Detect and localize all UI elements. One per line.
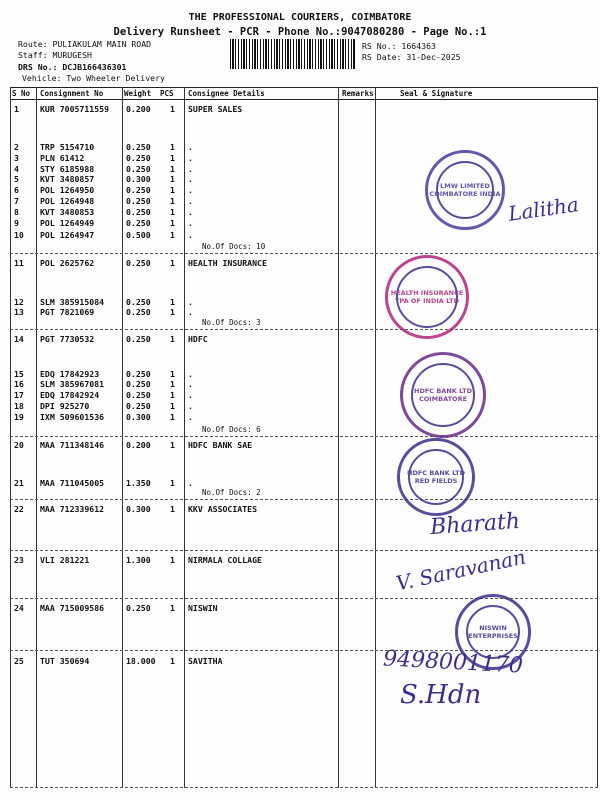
vehicle: Vehicle: Two Wheeler Delivery [22, 73, 165, 83]
cell-sno: 15 [14, 369, 24, 379]
cell-cn: KVT 3480857 [40, 174, 95, 184]
cell-cn: POL 1264947 [40, 230, 95, 240]
cell-sno: 4 [14, 164, 19, 174]
cell-wt: 0.250 [126, 196, 151, 206]
cell-wt: 0.250 [126, 369, 151, 379]
seal-text: HDFC BANK LTD RED FIELDS [407, 469, 465, 485]
cell-wt: 0.250 [126, 185, 151, 195]
cell-sno: 12 [14, 297, 24, 307]
cell-pcs: 1 [170, 153, 175, 163]
cell-cn: POL 2625762 [40, 258, 95, 268]
cell-cn: PLN 61412 [40, 153, 85, 163]
cell-sno: 21 [14, 478, 24, 488]
cell-pcs: 1 [170, 230, 175, 240]
savitha-phone: 9498001170 [382, 646, 524, 679]
cell-sno: 17 [14, 390, 24, 400]
cell-wt: 0.250 [126, 603, 151, 613]
rs-no: RS No.: 1664363 [362, 41, 436, 51]
lmw-signature: Lalitha [506, 192, 581, 226]
route: Route: PULIAKULAM MAIN ROAD [18, 39, 152, 49]
cell-cn: MAA 711045005 [40, 478, 105, 488]
nirmala-signature: V. Saravanan [393, 544, 528, 596]
cell-sno: 11 [14, 258, 24, 268]
col-pcs: PCS [160, 89, 174, 98]
cell-wt: 0.200 [126, 104, 151, 114]
cell-cn: VLI 281221 [40, 555, 90, 565]
rs-date: RS Date: 31-Dec-2025 [362, 52, 461, 62]
cell-pcs: 1 [170, 334, 175, 344]
savitha-signature: S.Hdn [400, 680, 482, 710]
cell-wt: 0.500 [126, 230, 151, 240]
cell-det: . [188, 390, 193, 400]
cell-wt: 0.250 [126, 401, 151, 411]
cell-wt: 0.300 [126, 504, 151, 514]
cell-pcs: 1 [170, 218, 175, 228]
cell-cn: MAA 712339612 [40, 504, 105, 514]
cell-wt: 0.200 [126, 440, 151, 450]
cell-wt: 1.350 [126, 478, 151, 488]
cell-wt: 0.300 [126, 412, 151, 422]
table-left-border [10, 87, 11, 788]
cell-det: SUPER SALES [188, 104, 243, 114]
doc-count: No.Of Docs: 10 [202, 242, 266, 251]
cell-sno: 25 [14, 656, 24, 666]
lmw-seal [425, 150, 505, 230]
cell-pcs: 1 [170, 401, 175, 411]
seal-text: HDFC BANK LTD COIMBATORE [414, 387, 472, 403]
cell-wt: 0.250 [126, 164, 151, 174]
col-divider [184, 87, 185, 788]
cell-det: . [188, 142, 193, 152]
table-right-border [597, 87, 598, 788]
group-separator [10, 329, 598, 330]
col-divider [338, 87, 339, 788]
col-divider [122, 87, 123, 788]
cell-pcs: 1 [170, 307, 175, 317]
col-seal: Seal & Signature [400, 89, 473, 98]
seal-text: NISWIN ENTERPRISES [468, 624, 518, 640]
cell-pcs: 1 [170, 440, 175, 450]
cell-pcs: 1 [170, 504, 175, 514]
cell-pcs: 1 [170, 390, 175, 400]
cell-wt: 0.300 [126, 174, 151, 184]
cell-det: HEALTH INSURANCE [188, 258, 267, 268]
cell-pcs: 1 [170, 196, 175, 206]
cell-det: KKV ASSOCIATES [188, 504, 258, 514]
cell-sno: 18 [14, 401, 24, 411]
health-insurance-seal [385, 255, 469, 339]
cell-det: NISWIN [188, 603, 218, 613]
cell-sno: 22 [14, 504, 24, 514]
cell-pcs: 1 [170, 164, 175, 174]
cell-pcs: 1 [170, 142, 175, 152]
kkv-signature: Bharath [429, 508, 521, 541]
cell-cn: MAA 711348146 [40, 440, 105, 450]
cell-pcs: 1 [170, 297, 175, 307]
cell-sno: 23 [14, 555, 24, 565]
cell-det: . [188, 153, 193, 163]
cell-cn: EDQ 17842924 [40, 390, 100, 400]
cell-det: HDFC BANK SAE [188, 440, 253, 450]
cell-sno: 19 [14, 412, 24, 422]
col-details: Consignee Details [188, 89, 265, 98]
cell-wt: 0.250 [126, 258, 151, 268]
cell-sno: 24 [14, 603, 24, 613]
cell-det: . [188, 174, 193, 184]
drs-no: DRS No.: DCJB166436301 [18, 62, 127, 72]
cell-wt: 0.250 [126, 334, 151, 344]
cell-wt: 1.300 [126, 555, 151, 565]
doc-count: No.Of Docs: 6 [202, 425, 261, 434]
cell-sno: 7 [14, 196, 19, 206]
cell-sno: 5 [14, 174, 19, 184]
col-weight: Weight [124, 89, 152, 98]
table-bottom-border [10, 787, 598, 788]
cell-sno: 14 [14, 334, 24, 344]
col-sno: S No [12, 89, 31, 98]
doc-count: No.Of Docs: 2 [202, 488, 261, 497]
cell-wt: 0.250 [126, 307, 151, 317]
cell-wt: 0.250 [126, 153, 151, 163]
cell-pcs: 1 [170, 258, 175, 268]
cell-pcs: 1 [170, 104, 175, 114]
cell-sno: 6 [14, 185, 19, 195]
cell-sno: 20 [14, 440, 24, 450]
group-separator [10, 499, 598, 500]
doc-count: No.Of Docs: 3 [202, 318, 261, 327]
hdfc-red-fields-seal [397, 438, 475, 516]
cell-det: . [188, 207, 193, 217]
cell-det: . [188, 369, 193, 379]
hdfc-seal [400, 352, 486, 438]
cell-wt: 0.250 [126, 142, 151, 152]
cell-pcs: 1 [170, 379, 175, 389]
cell-sno: 13 [14, 307, 24, 317]
cell-wt: 0.250 [126, 218, 151, 228]
cell-det: HDFC [188, 334, 208, 344]
cell-det: . [188, 164, 193, 174]
cell-pcs: 1 [170, 185, 175, 195]
cell-wt: 0.250 [126, 390, 151, 400]
cell-cn: SLM 385967081 [40, 379, 105, 389]
cell-sno: 10 [14, 230, 24, 240]
cell-cn: POL 1264948 [40, 196, 95, 206]
cell-cn: TUT 350694 [40, 656, 90, 666]
cell-cn: EDQ 17842923 [40, 369, 100, 379]
cell-wt: 0.250 [126, 207, 151, 217]
cell-cn: MAA 715009586 [40, 603, 105, 613]
seal-text: HEALTH INSURANCE TPA OF INDIA LTD [390, 289, 464, 305]
cell-sno: 9 [14, 218, 19, 228]
cell-pcs: 1 [170, 603, 175, 613]
group-separator [10, 253, 598, 254]
cell-pcs: 1 [170, 207, 175, 217]
cell-wt: 0.250 [126, 297, 151, 307]
cell-cn: PGT 7821069 [40, 307, 95, 317]
cell-cn: POL 1264950 [40, 185, 95, 195]
cell-cn: POL 1264949 [40, 218, 95, 228]
group-separator [10, 436, 598, 437]
cell-sno: 1 [14, 104, 19, 114]
cell-wt: 0.250 [126, 379, 151, 389]
cell-det: SAVITHA [188, 656, 223, 666]
col-divider [375, 87, 376, 788]
col-consignment: Consignment No [40, 89, 104, 98]
cell-cn: KUR 7005711559 [40, 104, 110, 114]
seal-text: LMW LIMITED COIMBATORE INDIA [429, 182, 501, 198]
table-top-border [10, 87, 598, 88]
cell-pcs: 1 [170, 555, 175, 565]
cell-cn: STY 6185988 [40, 164, 95, 174]
cell-sno: 3 [14, 153, 19, 163]
cell-det: . [188, 412, 193, 422]
cell-det: . [188, 297, 193, 307]
cell-cn: TRP 5154710 [40, 142, 95, 152]
cell-cn: IXM 509601536 [40, 412, 105, 422]
cell-det: . [188, 218, 193, 228]
cell-pcs: 1 [170, 656, 175, 666]
cell-det: . [188, 230, 193, 240]
col-divider [36, 87, 37, 788]
cell-pcs: 1 [170, 478, 175, 488]
col-remarks: Remarks [342, 89, 374, 98]
cell-pcs: 1 [170, 412, 175, 422]
cell-cn: KVT 3480853 [40, 207, 95, 217]
cell-det: . [188, 196, 193, 206]
cell-sno: 16 [14, 379, 24, 389]
table-header-border [10, 99, 598, 100]
cell-pcs: 1 [170, 174, 175, 184]
cell-sno: 8 [14, 207, 19, 217]
cell-det: NIRMALA COLLAGE [188, 555, 262, 565]
barcode [230, 39, 356, 69]
staff: Staff: MURUGESH [18, 50, 92, 60]
cell-det: . [188, 478, 193, 488]
cell-det: . [188, 401, 193, 411]
cell-cn: DPI 925270 [40, 401, 90, 411]
cell-det: . [188, 185, 193, 195]
cell-sno: 2 [14, 142, 19, 152]
company-title: THE PROFESSIONAL COURIERS, COIMBATORE [188, 12, 412, 23]
cell-det: . [188, 307, 193, 317]
cell-cn: PGT 7730532 [40, 334, 95, 344]
cell-pcs: 1 [170, 369, 175, 379]
runsheet-title: Delivery Runsheet - PCR - Phone No.:9047080280 - Page No.:1 [113, 26, 487, 38]
cell-det: . [188, 379, 193, 389]
cell-cn: SLM 385915084 [40, 297, 105, 307]
cell-wt: 18.000 [126, 656, 156, 666]
